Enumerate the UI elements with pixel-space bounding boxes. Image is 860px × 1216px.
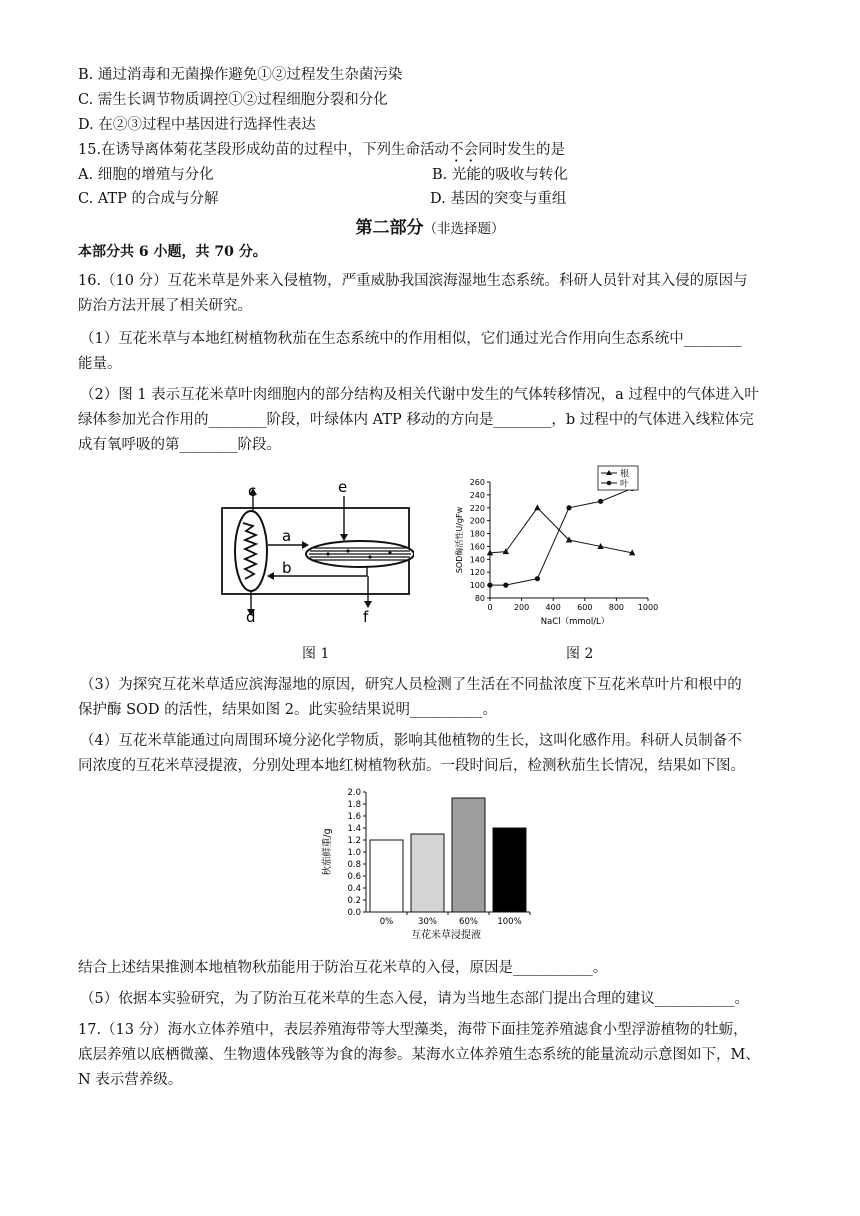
x-tick-label: 0% [379,917,394,927]
emphasis-dot: 会 [463,142,479,158]
y-tick-label: 1.6 [347,812,361,822]
q16-part1-b: 能量。 [78,356,122,372]
q16-stem-2: 防治方法开展了相关研究。 [78,298,252,314]
part-two-heading: 第二部分（非选择题） [355,218,505,238]
data-point [566,505,571,510]
q15-option-c: C. ATP 的合成与分解 [78,191,219,207]
x-axis-label: NaCl（mmol/L） [540,617,610,627]
y-tick-label: 1.0 [347,848,361,858]
y-tick-label: 0.8 [347,860,361,870]
q17-stem-1: 17.（13 分）海水立体养殖中，表层养殖海带等大型藻类，海带下面挂笼养殖滤食小型浮游植物的牡蛎， [78,1022,748,1038]
q17-stem-2: 底层养殖以底栖微藻、生物遗体残骸等为食的海参。某海水立体养殖生态系统的能量流动示意图如下，M、 [78,1047,760,1063]
series-line-1 [490,508,632,553]
q17-stem-3: N 表示营养级。 [78,1072,183,1088]
data-point [503,583,508,588]
x-tick-label: 800 [608,603,625,612]
x-tick-label: 100% [497,917,522,927]
y-tick-label: 260 [469,478,485,487]
y-tick-label: 1.2 [347,836,361,846]
x-tick-label: 400 [545,603,561,612]
q16-part4-b: 同浓度的互花米草浸提液，分别处理本地红树植物秋茄。一段时间后，检测秋茄生长情况，结果如下图。 [78,758,745,774]
question-15-stem: 15.在诱导离体菊花茎段形成幼苗的过程中，下列生命活动不会同时发生的是 [78,142,566,158]
q16-stem-1: 16.（10 分）互花米草是外来入侵植物，严重威胁我国滨海湿地生态系统。科研人员针对其入侵的原因与 [78,273,748,289]
x-axis-label: 互花米草浸提液 [411,930,481,941]
q15-option-d: D. 基因的突变与重组 [430,191,567,207]
q16-part4-c: 结合上述结果推测本地植物秋茄能用于防治互花米草的入侵，原因是___________。 [78,960,608,976]
legend-marker [607,481,612,486]
y-tick-label: 1.4 [347,824,361,834]
q15-option-a: A. 细胞的增殖与分化 [78,167,214,183]
option-c-line: C. 需生长调节物质调控①②过程细胞分裂和分化 [78,92,388,108]
data-point [535,576,540,581]
figure-2-line-chart [448,462,678,634]
y-tick-label: 100 [469,581,485,591]
y-tick-label: 200 [469,516,485,526]
bar-100% [493,828,526,912]
label-b: b [282,559,292,577]
bar-60% [452,798,485,912]
q16-part1-a: （1）互花米草与本地红树植物秋茄在生态系统中的作用相似，它们通过光合作用向生态系统中________ [80,331,742,347]
label-d: d [246,608,256,626]
q16-part2-b: 绿体参加光合作用的________阶段，叶绿体内 ATP 移动的方向是________，b 过程中的气体进入线粒体完 [78,412,754,428]
y-tick-label: 0.0 [347,908,361,918]
label-c: c [248,482,257,500]
data-point [487,583,492,588]
x-tick-label: 1000 [637,603,659,612]
legend-label: 叶 [620,479,630,490]
bar-0% [370,840,403,912]
part-two-note: 本部分共 6 小题，共 70 分。 [78,244,267,260]
y-tick-label: 80 [474,594,485,603]
y-axis-label: SOD酶活性U/gFw [455,506,464,574]
y-tick-label: 160 [469,542,485,552]
y-tick-label: 0.4 [347,884,361,894]
bar-chart [318,786,538,946]
y-tick-label: 0.6 [347,872,361,882]
q15-option-b: B. 光能的吸收与转化 [432,167,568,183]
data-point [598,499,603,504]
x-tick-label: 30% [418,917,437,927]
label-a: a [282,527,292,545]
q16-part4-a: （4）互花米草能通过向周围环境分泌化学物质，影响其他植物的生长，这叫化感作用。科研人员制备不 [80,733,742,749]
y-tick-label: 140 [469,555,485,565]
y-tick-label: 240 [469,490,485,500]
emphasis-dot: 不 [449,142,464,158]
y-tick-label: 180 [469,529,485,539]
q16-part3-a: （3）为探究互花米草适应滨海湿地的原因，研究人员检测了生活在不同盐浓度下互花米草叶片和根中的 [80,677,742,693]
legend-label: 根 [620,469,630,480]
y-tick-label: 220 [469,503,485,513]
figure-1-caption: 图 1 [302,646,330,662]
y-axis-label: 秋茄鲜重/g [322,828,333,876]
data-point [534,504,540,510]
x-tick-label: 600 [577,603,593,612]
label-f: f [363,608,369,626]
y-tick-label: 2.0 [347,788,361,798]
label-e: e [338,478,348,496]
x-tick-label: 200 [513,603,530,612]
q16-part3-b: 保护酶 SOD 的活性，结果如图 2。此实验结果说明__________。 [78,702,497,718]
option-b-line: B. 通过消毒和无菌操作避免①②过程发生杂菌污染 [78,67,403,83]
x-tick-label: 0 [487,603,493,612]
figure-2-caption: 图 2 [566,646,594,662]
q16-part2-c: 成有氧呼吸的第________阶段。 [78,437,281,453]
q16-part2-a: （2）图 1 表示互花米草叶肉细胞内的部分结构及相关代谢中发生的气体转移情况，a 过程中的气体进入叶 [80,387,759,403]
y-tick-label: 1.8 [347,800,361,810]
q16-part5: （5）依据本实验研究，为了防治互花米草的生态入侵，请为当地生态部门提出合理的建议___________。 [80,991,749,1007]
bar-30% [411,834,444,912]
series-line-2 [490,488,632,585]
y-tick-label: 0.2 [347,896,361,906]
y-tick-label: 120 [469,568,485,578]
legend-box [598,466,638,490]
option-d-line: D. 在②③过程中基因进行选择性表达 [78,117,316,133]
figure-1-diagram [218,478,414,628]
x-tick-label: 60% [459,917,478,927]
